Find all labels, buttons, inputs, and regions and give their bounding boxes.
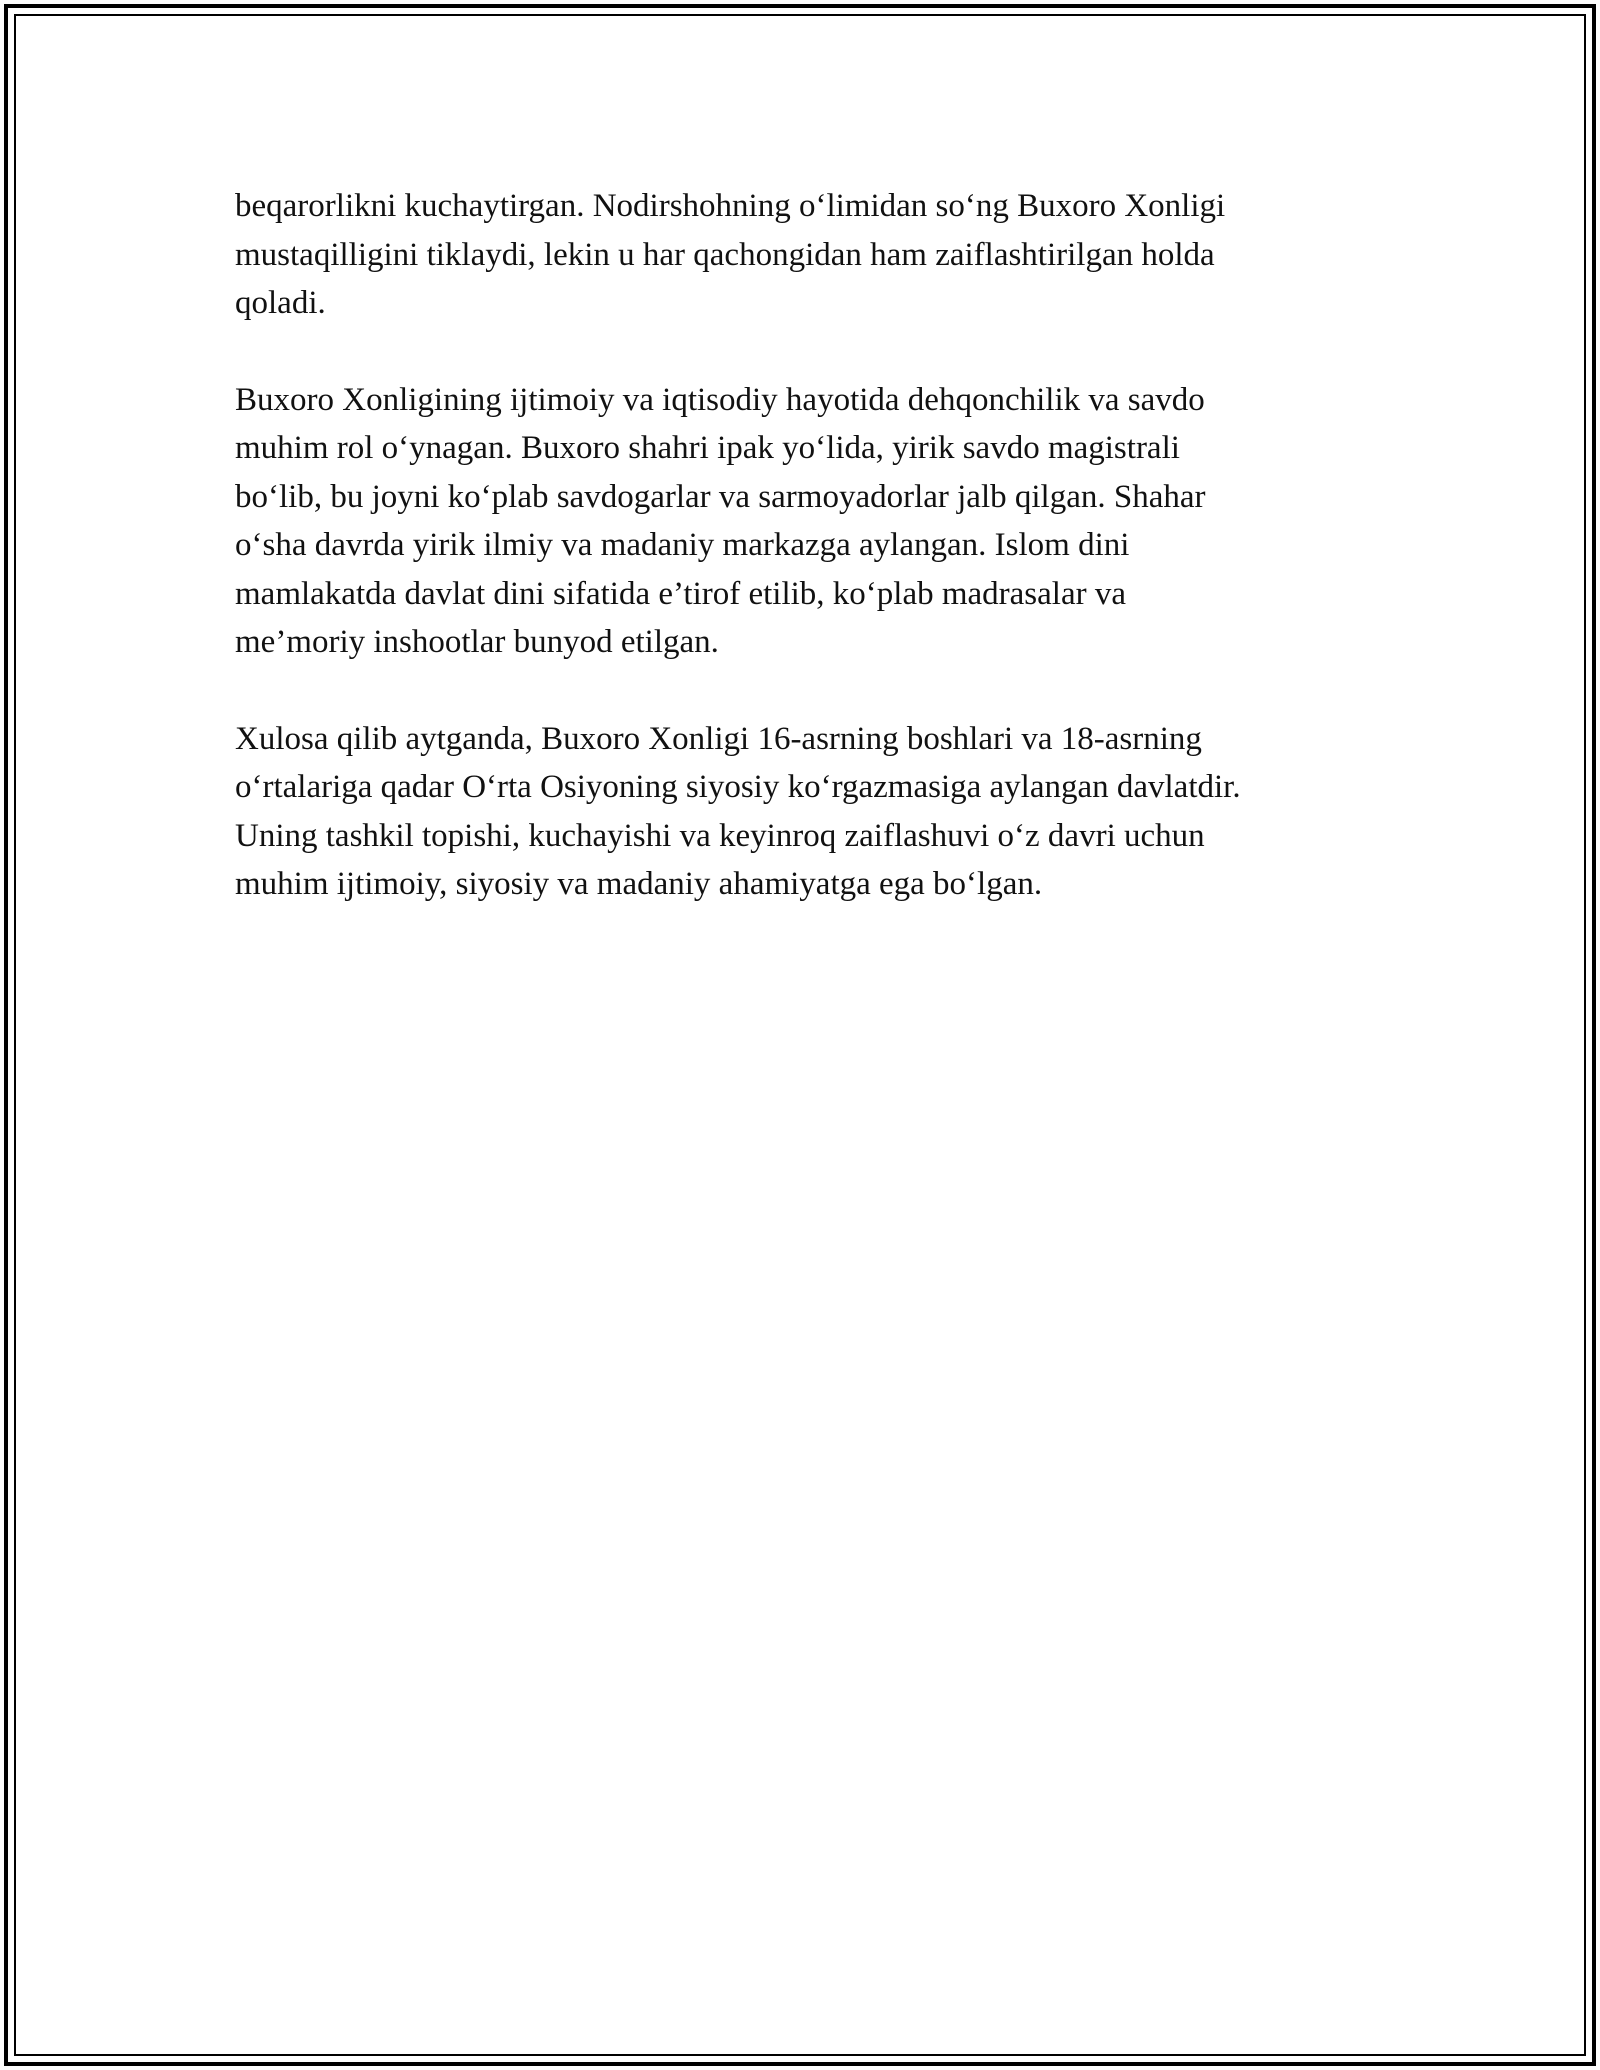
paragraph-3: Xulosa qilib aytganda, Buxoro Xonligi 16-asrning boshlari va 18-asrning o‘rtalariga qadar O‘rta Osiyoning siyosiy ko‘rgazmasiga aylangan davlatdir. Uning tashkil topishi, kuchayishi va keyinroq zaiflashuvi o‘z davri uchun muhim ijtimoiy, siyosiy va madaniy ahamiyatga ega bo‘lgan. (235, 720, 1241, 902)
paragraph-1: beqarorlikni kuchaytirgan. Nodirshohning o‘limidan so‘ng Buxoro Xonligi mustaqilligini tiklaydi, lekin u har qachongidan ham zaiflashtirilgan holda qoladi. (235, 188, 1226, 321)
paragraph-2: Buxoro Xonligining ijtimoiy va iqtisodiy hayotida dehqonchilik va savdo muhim rol o‘ynagan. Buxoro shahri ipak yo‘lida, yirik savdo magistrali bo‘lib, bu joyni ko‘plab savdogarlar va sarmoyadorlar jalb qilgan. Shahar o‘sha davrda yirik ilmiy va madaniy markazga aylangan. Islom dini mamlakatda davlat dini sifatida e’tirof etilib, ko‘plab madrasalar va me’moriy inshootlar bunyod etilgan. (235, 381, 1206, 660)
document-body (235, 182, 1375, 957)
